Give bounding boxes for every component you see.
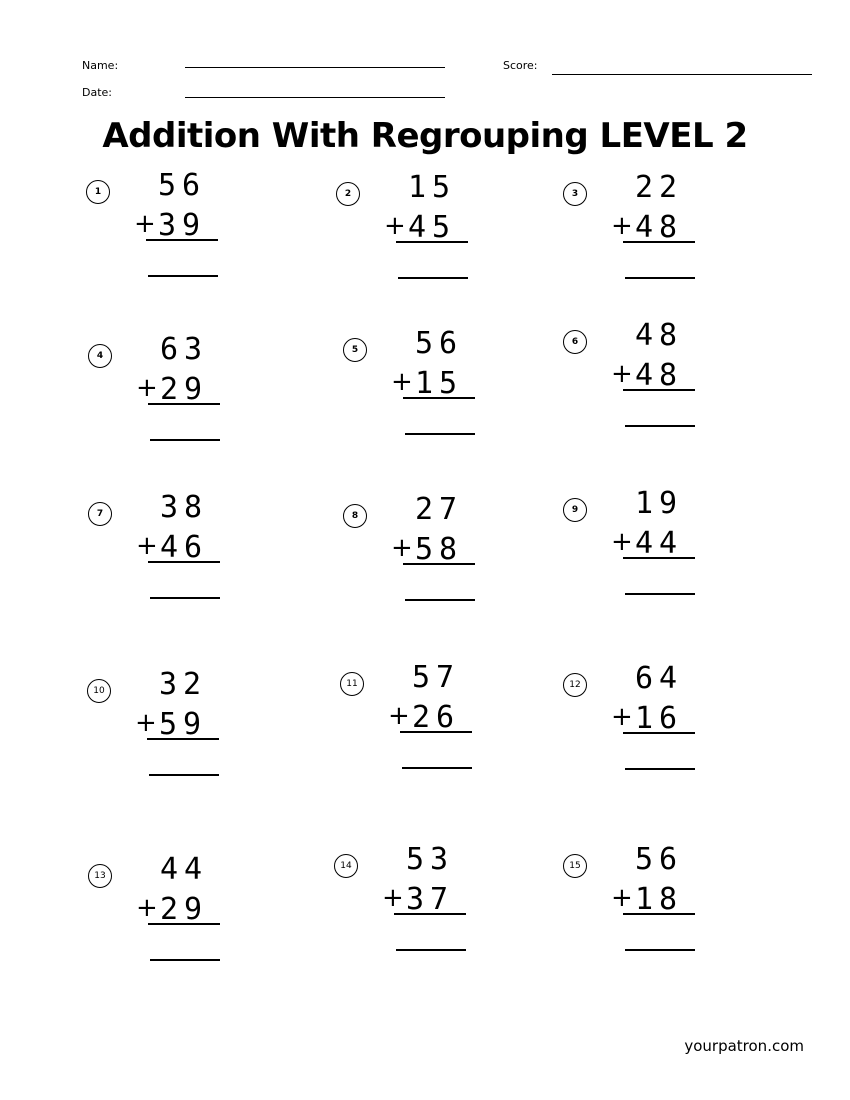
sum-line (403, 397, 475, 399)
problem-number-badge: 6 (563, 330, 587, 354)
problem-bottom-number: 16 (635, 701, 684, 736)
problem-6 (563, 318, 763, 450)
problem-bottom-number: 59 (159, 707, 208, 742)
plus-sign: + (136, 373, 158, 403)
sum-line (403, 563, 475, 565)
problem-number-badge: 8 (343, 504, 367, 528)
sum-line (148, 561, 220, 563)
sum-line (623, 241, 695, 243)
problem-number-badge: 2 (336, 182, 360, 206)
answer-line[interactable] (405, 599, 475, 601)
page-title: Addition With Regrouping LEVEL 2 (102, 116, 748, 156)
problem-top-number: 48 (635, 318, 684, 353)
problem-11 (340, 660, 540, 792)
problem-9 (563, 486, 763, 618)
problem-top-number: 44 (160, 852, 209, 887)
score-label: Score: (503, 59, 538, 72)
name-line[interactable] (185, 67, 445, 68)
problem-top-number: 56 (635, 842, 684, 877)
plus-sign: + (611, 359, 633, 389)
problem-top-number: 63 (160, 332, 209, 367)
plus-sign: + (384, 211, 406, 241)
problem-top-number: 56 (158, 168, 207, 203)
plus-sign: + (611, 883, 633, 913)
plus-sign: + (611, 527, 633, 557)
plus-sign: + (382, 883, 404, 913)
problem-top-number: 38 (160, 490, 209, 525)
plus-sign: + (611, 211, 633, 241)
answer-line[interactable] (625, 425, 695, 427)
sum-line (148, 923, 220, 925)
problem-1 (86, 168, 286, 300)
sum-line (623, 913, 695, 915)
score-line[interactable] (552, 74, 812, 75)
answer-line[interactable] (396, 949, 466, 951)
sum-line (623, 389, 695, 391)
answer-line[interactable] (402, 767, 472, 769)
plus-sign: + (388, 701, 410, 731)
problem-number-badge: 14 (334, 854, 358, 878)
problem-bottom-number: 29 (160, 372, 209, 407)
problem-top-number: 57 (412, 660, 461, 695)
problem-top-number: 27 (415, 492, 464, 527)
problem-top-number: 56 (415, 326, 464, 361)
answer-line[interactable] (149, 774, 219, 776)
problem-bottom-number: 48 (635, 210, 684, 245)
problem-number-badge: 10 (87, 679, 111, 703)
problem-bottom-number: 18 (635, 882, 684, 917)
problem-bottom-number: 58 (415, 532, 464, 567)
problem-number-badge: 7 (88, 502, 112, 526)
answer-line[interactable] (150, 959, 220, 961)
plus-sign: + (135, 708, 157, 738)
sum-line (394, 913, 466, 915)
problem-number-badge: 13 (88, 864, 112, 888)
plus-sign: + (136, 893, 158, 923)
problem-4 (88, 332, 288, 464)
sum-line (146, 239, 218, 241)
problem-top-number: 64 (635, 661, 684, 696)
problem-number-badge: 4 (88, 344, 112, 368)
problem-number-badge: 1 (86, 180, 110, 204)
problem-number-badge: 3 (563, 182, 587, 206)
plus-sign: + (391, 533, 413, 563)
sum-line (396, 241, 468, 243)
sum-line (147, 738, 219, 740)
problem-13 (88, 852, 288, 984)
sum-line (400, 731, 472, 733)
problem-bottom-number: 37 (406, 882, 455, 917)
problem-3 (563, 170, 763, 302)
problem-number-badge: 9 (563, 498, 587, 522)
problem-7 (88, 490, 288, 622)
answer-line[interactable] (398, 277, 468, 279)
answer-line[interactable] (625, 593, 695, 595)
problem-15 (563, 842, 763, 974)
plus-sign: + (611, 702, 633, 732)
answer-line[interactable] (148, 275, 218, 277)
answer-line[interactable] (150, 597, 220, 599)
problem-top-number: 32 (159, 667, 208, 702)
plus-sign: + (134, 209, 156, 239)
sum-line (148, 403, 220, 405)
date-label: Date: (82, 86, 112, 99)
answer-line[interactable] (625, 277, 695, 279)
sum-line (623, 557, 695, 559)
problem-14 (334, 842, 534, 974)
problem-bottom-number: 39 (158, 208, 207, 243)
problem-top-number: 53 (406, 842, 455, 877)
footer-website: yourpatron.com (684, 1037, 804, 1055)
problem-top-number: 15 (408, 170, 457, 205)
answer-line[interactable] (405, 433, 475, 435)
problem-number-badge: 11 (340, 672, 364, 696)
problem-8 (343, 492, 543, 624)
problem-number-badge: 15 (563, 854, 587, 878)
name-label: Name: (82, 59, 119, 72)
problem-bottom-number: 45 (408, 210, 457, 245)
answer-line[interactable] (625, 949, 695, 951)
problem-12 (563, 661, 763, 793)
problem-bottom-number: 44 (635, 526, 684, 561)
sum-line (623, 732, 695, 734)
problem-bottom-number: 15 (415, 366, 464, 401)
problem-top-number: 22 (635, 170, 684, 205)
problem-bottom-number: 26 (412, 700, 461, 735)
problem-number-badge: 12 (563, 673, 587, 697)
date-line[interactable] (185, 97, 445, 98)
problem-2 (336, 170, 536, 302)
problem-bottom-number: 48 (635, 358, 684, 393)
plus-sign: + (136, 531, 158, 561)
problem-bottom-number: 29 (160, 892, 209, 927)
problem-10 (87, 667, 287, 799)
answer-line[interactable] (625, 768, 695, 770)
plus-sign: + (391, 367, 413, 397)
problem-number-badge: 5 (343, 338, 367, 362)
problem-bottom-number: 46 (160, 530, 209, 565)
answer-line[interactable] (150, 439, 220, 441)
problem-5 (343, 326, 543, 458)
problem-top-number: 19 (635, 486, 684, 521)
